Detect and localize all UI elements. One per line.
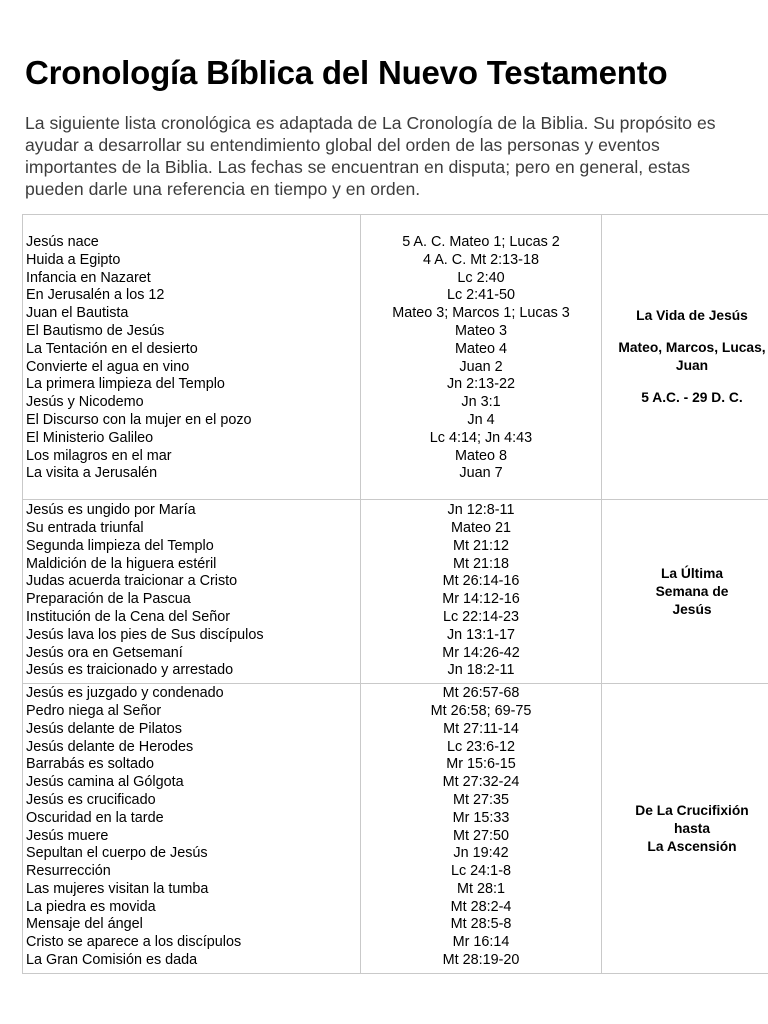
scripture-reference: Mt 21:12 [453, 537, 509, 554]
event-label: Maldición de la higuera estéril [26, 555, 217, 572]
scripture-reference: Mateo 3; Marcos 1; Lucas 3 [392, 305, 570, 322]
section-heading [602, 565, 768, 619]
event-label: La Tentación en el desierto [26, 340, 198, 357]
scripture-reference: Jn 2:13-22 [446, 376, 515, 393]
event-label: Resurrección [26, 863, 111, 880]
scripture-reference: Mt 28:19-20 [442, 952, 520, 969]
scripture-reference: Jn 4 [467, 411, 495, 428]
scripture-reference: Mt 27:32-24 [442, 774, 520, 791]
scripture-reference: Jn 13:1-17 [446, 626, 515, 643]
scripture-reference: Mt 26:57-68 [442, 685, 520, 702]
event-label: El Ministerio Galileo [26, 429, 154, 446]
event-label: Sepultan el cuerpo de Jesús [26, 845, 208, 862]
scripture-reference: Mateo 8 [455, 447, 507, 464]
event-label: Infancia en Nazaret [26, 269, 151, 286]
event-label: Segunda limpieza del Templo [26, 537, 214, 554]
scripture-reference: Jn 3:1 [461, 394, 501, 411]
section-heading-cell [602, 684, 768, 974]
section-heading-line: 5 A.C. - 29 D. C. [641, 390, 743, 406]
event-label: Jesús nace [26, 234, 99, 250]
chronology-table-body [23, 215, 768, 974]
event-label: En Jerusalén a los 12 [26, 287, 165, 304]
scripture-reference: Mt 27:35 [453, 791, 509, 808]
scripture-reference: Lc 2:41-50 [446, 287, 515, 304]
event-label: Jesús es crucificado [26, 791, 156, 808]
event-label: Oscuridad en la tarde [26, 809, 164, 826]
event-label: La piedra es movida [26, 898, 156, 915]
event-label: Jesús es traicionado y arrestado [26, 662, 234, 679]
chronology-table [22, 214, 768, 974]
scripture-reference: Mateo 3 [455, 322, 507, 339]
event-label: Judas acuerda traicionar a Cristo [26, 573, 238, 590]
events-cell [23, 684, 361, 974]
scripture-reference: Mt 21:18 [453, 555, 509, 572]
section-row [23, 500, 768, 684]
scripture-reference: Lc 4:14; Jn 4:43 [429, 429, 533, 446]
event-label: Pedro niega al Señor [26, 702, 162, 719]
scripture-reference: Jn 12:8-11 [447, 502, 515, 519]
scripture-reference: Jn 18:2-11 [447, 662, 515, 679]
references-cell [361, 500, 602, 684]
event-label: Jesús camina al Gólgota [26, 774, 184, 791]
section-heading-line: De La Crucifixión [635, 802, 749, 818]
event-label: Preparación de la Pascua [26, 591, 191, 608]
scripture-reference: Lc 24:1-8 [450, 863, 511, 880]
references-cell [361, 684, 602, 974]
event-label: Las mujeres visitan la tumba [26, 880, 209, 897]
event-label: Jesús lava los pies de Sus discípulos [26, 626, 264, 643]
section-heading-line: Mateo, Marcos, Lucas, Juan [618, 340, 766, 374]
scripture-reference: Mt 28:1 [457, 880, 505, 897]
scripture-reference: Mt 26:14-16 [442, 573, 520, 590]
event-label: La primera limpieza del Templo [26, 376, 225, 393]
events-cell [23, 500, 361, 684]
section-heading-cell [602, 500, 768, 684]
section-heading-line: La Vida de Jesús [636, 308, 748, 324]
scripture-reference: Mt 27:11-14 [443, 720, 519, 737]
scripture-reference: Mr 15:33 [452, 809, 510, 826]
scripture-reference: Juan 7 [459, 465, 503, 482]
event-label: Mensaje del ángel [26, 916, 143, 933]
page-title: Cronología Bíblica del Nuevo Testamento [25, 54, 668, 91]
event-label: La visita a Jerusalén [26, 465, 158, 482]
scripture-reference: Mt 27:50 [453, 827, 509, 844]
event-label: Institución de la Cena del Señor [26, 608, 230, 625]
scripture-reference: Mt 26:58; 69-75 [430, 702, 532, 719]
event-label: Su entrada triunfal [26, 519, 144, 536]
section-row [23, 684, 768, 974]
scripture-reference: 4 A. C. Mt 2:13-18 [423, 251, 539, 268]
references-cell [361, 215, 602, 500]
scripture-reference: Mr 14:12-16 [442, 591, 520, 608]
event-label: Barrabás es soltado [26, 756, 154, 773]
event-label: Huida a Egipto [26, 251, 121, 268]
event-label: El Bautismo de Jesús [26, 322, 165, 339]
event-label: Convierte el agua en vino [26, 358, 190, 375]
event-label: Jesús delante de Pilatos [26, 720, 182, 737]
event-label: El Discurso con la mujer en el pozo [26, 411, 252, 428]
scripture-reference: Mr 16:14 [452, 934, 510, 951]
section-heading-line: Semana de [655, 583, 729, 599]
scripture-reference: Jn 19:42 [453, 845, 509, 862]
section-heading [602, 307, 768, 407]
event-label: Jesús muere [26, 827, 109, 844]
section-heading-cell [602, 215, 768, 500]
section-heading [602, 802, 768, 856]
event-label: Juan el Bautista [26, 305, 129, 322]
scripture-reference: Mateo 21 [450, 519, 511, 536]
event-label: La Gran Comisión es dada [26, 952, 198, 969]
scripture-reference: Lc 2:40 [457, 269, 505, 286]
section-heading-line: hasta [673, 820, 711, 836]
section-row [23, 215, 768, 500]
scripture-reference: Mr 14:26-42 [442, 644, 520, 661]
scripture-reference: Lc 22:14-23 [442, 608, 519, 625]
event-label: Los milagros en el mar [26, 447, 172, 464]
event-label: Cristo se aparece a los discípulos [26, 934, 242, 951]
event-label: Jesús es juzgado y condenado [26, 685, 224, 702]
event-label: Jesús ora en Getsemaní [26, 644, 183, 661]
events-cell [23, 215, 361, 500]
event-label: Jesús es ungido por María [26, 502, 196, 519]
scripture-reference: Mr 15:6-15 [446, 756, 516, 773]
scripture-reference: Mt 28:2-4 [450, 898, 512, 915]
scripture-reference: Mateo 4 [455, 340, 507, 357]
section-heading-line: Jesús [672, 601, 712, 617]
event-label: Jesús y Nicodemo [26, 394, 144, 411]
scripture-reference: Juan 2 [459, 358, 503, 375]
section-heading-line: La Última [660, 565, 724, 581]
scripture-reference: Lc 23:6-12 [446, 738, 515, 755]
section-heading-line: La Ascensión [647, 838, 737, 854]
event-label: Jesús delante de Herodes [26, 738, 194, 755]
scripture-reference: Mt 28:5-8 [450, 916, 512, 933]
scripture-reference: 5 A. C. Mateo 1; Lucas 2 [402, 234, 560, 250]
intro-paragraph: La siguiente lista cronológica es adaptada de La Cronología de la Biblia. Su propósito es ayudar a desarrollar su entendimiento global del orden de las personas y eventos importantes de la Biblia. Las fechas se encuentran en disputa; pero en general, estas pueden darle una referencia en tiempo y en orden. [25, 113, 716, 199]
